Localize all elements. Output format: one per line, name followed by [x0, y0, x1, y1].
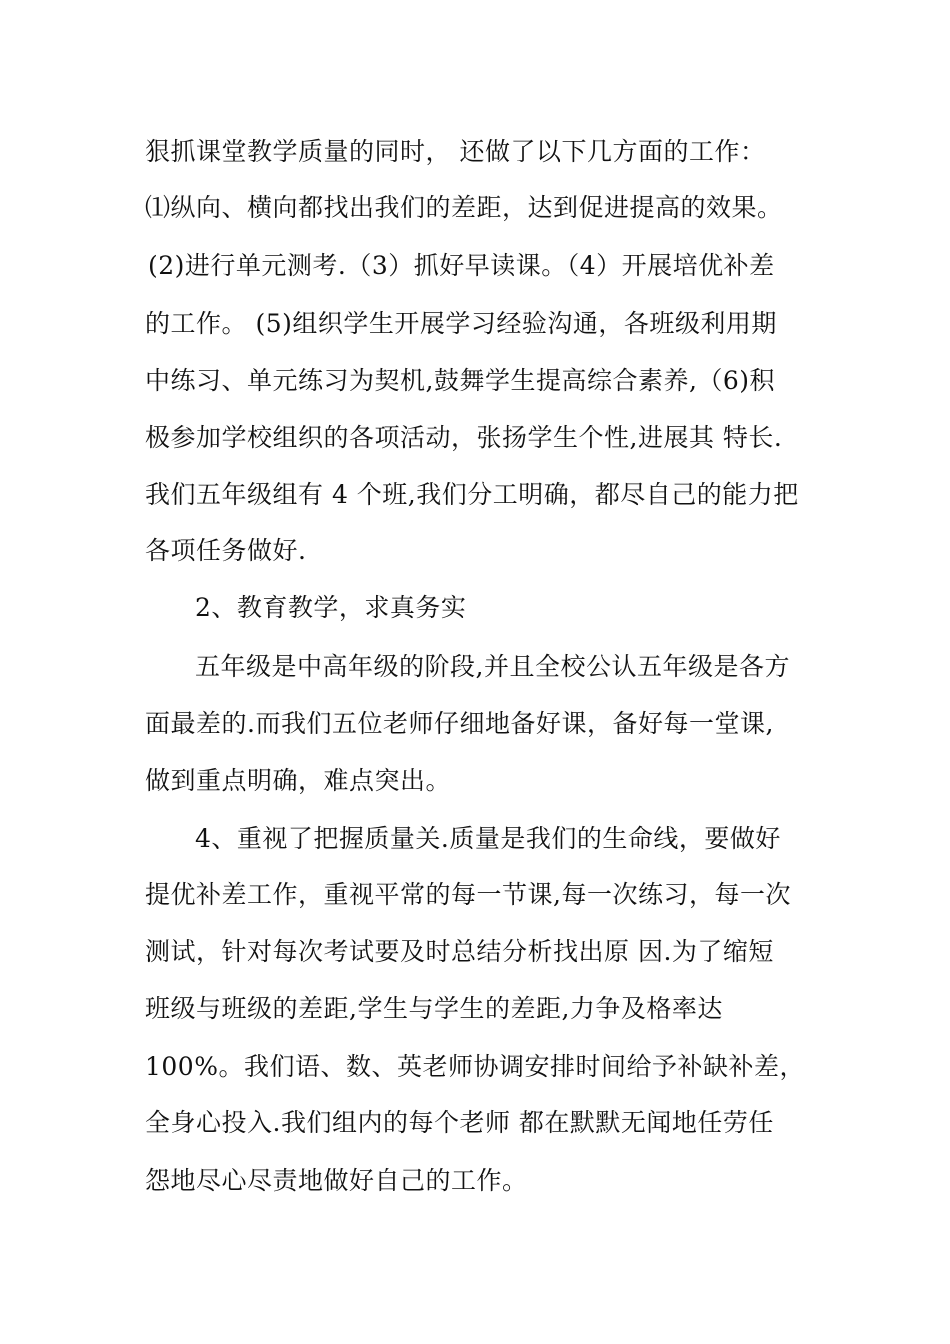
text-line: 怨地尽心尽责地做好自己的工作。: [145, 1166, 528, 1195]
paragraph-start: 五年级是中高年级的阶段,并且全校公认五年级是各方: [195, 652, 790, 681]
paragraph-start: 4、重视了把握质量关.质量是我们的生命线，要做好: [195, 824, 781, 853]
section-heading: 2、教育教学，求真务实: [195, 593, 467, 622]
text-line: ⑴纵向、横向都找出我们的差距，达到促进提高的效果。: [145, 193, 783, 222]
text-line: 各项任务做好.: [145, 536, 307, 565]
text-line: 极参加学校组织的各项活动，张扬学生个性,进展其 特长.: [145, 423, 783, 452]
text-line: 提优补差工作，重视平常的每一节课,每一次练习，每一次: [145, 880, 791, 909]
text-line: 做到重点明确，难点突出。: [145, 766, 452, 795]
text-line: 测试，针对每次考试要及时总结分析找出原 因.为了缩短: [145, 937, 774, 966]
text-line: 面最差的.而我们五位老师仔细地备好课，备好每一堂课,: [145, 709, 774, 738]
text-line: 全身心投入.我们组内的每个老师 都在默默无闻地任劳任: [145, 1108, 774, 1137]
text-line: 100%。我们语、数、英老师协调安排时间给予补缺补差，: [145, 1052, 805, 1081]
text-line: 的工作。 (5)组织学生开展学习经验沟通，各班级利用期: [145, 309, 777, 338]
text-line: 我们五年级组有 4 个班,我们分工明确，都尽自己的能力把: [145, 480, 799, 509]
text-line: (2)进行单元测考.（3）抓好早读课。（4）开展培优补差: [148, 251, 775, 280]
text-line: 班级与班级的差距,学生与学生的差距,力争及格率达: [145, 994, 723, 1023]
text-line: 狠抓课堂教学质量的同时， 还做了以下几方面的工作：: [145, 137, 766, 166]
text-line: 中练习、单元练习为契机,鼓舞学生提高综合素养,（6)积: [145, 366, 776, 395]
